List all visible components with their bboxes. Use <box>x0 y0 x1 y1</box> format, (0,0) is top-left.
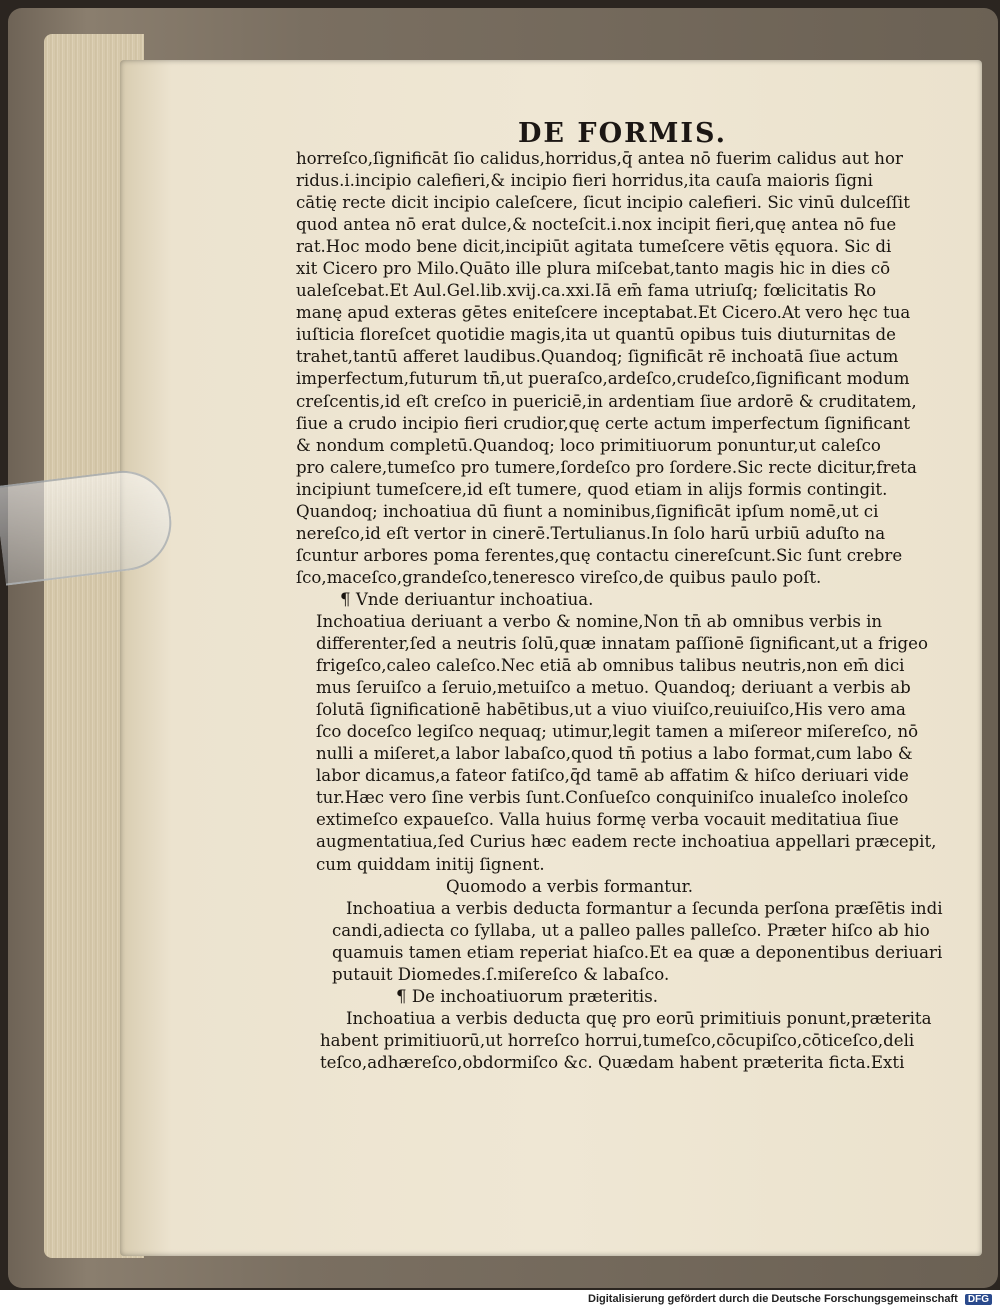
text-line: incipiunt tumeſcere,id eſt tumere, quod etiam in alijs formis contingit. <box>296 479 888 499</box>
text-line: frigeſco,caleo caleſco.Nec etiā ab omnibus talibus neutris,non em̄ dici <box>316 656 905 676</box>
text-line: Quandoq; inchoatiua dū fiunt a nominibus,ſignificāt ipſum nomē,ut ci <box>296 501 879 521</box>
text-line: horreſco,ſignificāt ſio calidus,horridus,q̄ antea nō fuerim calidus aut hor <box>296 149 903 168</box>
text-line: ualeſcebat.Et Aul.Gel.lib.xvij.ca.xxi.Iā em̄ fama utriuſq; fœlicitatis Ro <box>296 281 877 301</box>
text-line: rat.Hoc modo bene dicit,incipiūt agitata tumeſcere vētis ęquora. Sic di <box>296 237 892 257</box>
credit-text: Digitalisierung gefördert durch die Deutsche Forschungsgemeinschaft <box>588 1293 958 1305</box>
section-title: Quomodo a verbis formantur. <box>446 876 694 896</box>
text-line: Inchoatiua a verbis deducta formantur a ſecunda perſona præſētis indi <box>346 898 943 918</box>
text-line: putauit Diomedes.ſ.miſereſco & labaſco. <box>332 964 670 984</box>
text-line: ſcuntur arbores poma ferentes,quę contactu cinereſcunt.Sic ſunt crebre <box>296 545 903 565</box>
text-line: trahet,tantū afferet laudibus.Quandoq; ſignificāt rē inchoatā ſiue actum <box>296 347 899 367</box>
text-line: cātię recte dicit incipio caleſcere, ſicut incipio calefieri. Sic vinū dulceſſit <box>296 193 910 213</box>
text-line: ſco doceſco legiſco nequaq; utimur,legit tamen a miſereor miſereſco, nō <box>316 722 919 742</box>
text-line: Inchoatiua deriuant a verbo & nomine,Non tn̄ ab omnibus verbis in <box>316 611 883 631</box>
text-line: ſolutā ſignificationē habētibus,ut a viuo viuiſco,reuiuiſco,His vero ama <box>316 700 906 720</box>
text-line: ridus.i.incipio calefieri,& incipio fieri horridus,ita cauſa maioris ſigni <box>296 171 873 191</box>
text-line: imperfectum,futurum tn̄,ut pueraſco,ardeſco,crudeſco,ſignificant modum <box>296 369 910 389</box>
text-line: nulli a miſeret,a labor labaſco,quod tn̄ potius a labo format,cum labo & <box>316 744 913 764</box>
page-text <box>296 148 946 1074</box>
text-line: iuſticia floreſcet quotidie magis,ita ut quantū opibus tuis diuturnitas de <box>296 325 896 345</box>
text-line: tur.Hæc vero ſine verbis ſunt.Conſueſco conquiniſco inualeſco inoleſco <box>316 788 909 808</box>
text-line: ſiue a crudo incipio fieri crudior,quę certe actum imperfectum ſignificant <box>296 413 911 433</box>
text-line: mus ſeruiſco a ſeruio,metuiſco a metuo. Quandoq; deriuant a verbis ab <box>316 678 911 698</box>
text-line: habent primitiuorū,ut horreſco horrui,tumeſco,cōcupiſco,cōticeſco,deli <box>320 1030 915 1050</box>
text-line: & nondum completū.Quandoq; loco primitiuorum ponuntur,ut caleſco <box>296 435 881 455</box>
text-line: pro calere,tumeſco pro tumere,ſordeſco pro ſordere.Sic recte dicitur,freta <box>296 457 917 477</box>
text-line: nereſco,id eſt vertor in cinerē.Tertulianus.In ſolo harū urbiū aduſto na <box>296 523 886 543</box>
text-line: augmentatiua,ſed Curius hæc eadem recte inchoatiua appellari præcepit, <box>316 832 937 852</box>
text-line: extimeſco expaueſco. Valla huius formę verba vocauit meditatiua ſiue <box>316 810 899 830</box>
text-line: differenter,ſed a neutris ſolū,quæ innatam paſſionē ſignificant,ut a frigeo <box>316 634 928 654</box>
text-line: quod antea nō erat dulce,& nocteſcit.i.nox incipit fieri,quę antea nō fue <box>296 215 897 235</box>
text-line: cum quiddam initij ſignent. <box>316 854 545 874</box>
digitization-credit <box>588 1293 992 1305</box>
text-line: quamuis tamen etiam reperiat hiaſco.Et ea quæ a deponentibus deriuari <box>332 942 943 962</box>
running-head: DE FORMIS. <box>518 118 727 149</box>
text-line: candi,adiecta co ſyllaba, ut a palleo palles palleſco. Præter hiſco ab hio <box>332 920 930 940</box>
section-title: ¶ De inchoatiuorum præteritis. <box>396 986 659 1006</box>
text-line: labor dicamus,a fateor fatiſco,q̄d tamē ab affatim & hiſco deriuari vide <box>316 766 909 786</box>
dfg-logo: DFG <box>965 1294 992 1305</box>
text-line: teſco,adhæreſco,obdormiſco &c. Quædam habent præterita ficta.Exti <box>320 1052 905 1072</box>
text-line: Inchoatiua a verbis deducta quę pro eorū primitiuis ponunt,præterita <box>346 1008 932 1028</box>
text-line: creſcentis,id eſt creſco in puericiē,in ardentiam ſiue ardorē & cruditatem, <box>296 391 917 411</box>
text-line: manę apud exteras gētes eniteſcere inceptabat.Et Cicero.At vero hęc tua <box>296 303 911 323</box>
text-line: ſco,maceſco,grandeſco,teneresco vireſco,de quibus paulo poſt. <box>296 567 822 587</box>
text-line: xit Cicero pro Milo.Quāto ille plura miſcebat,tanto magis hic in dies cō <box>296 259 891 279</box>
section-title: ¶ Vnde deriuantur inchoatiua. <box>340 589 594 609</box>
